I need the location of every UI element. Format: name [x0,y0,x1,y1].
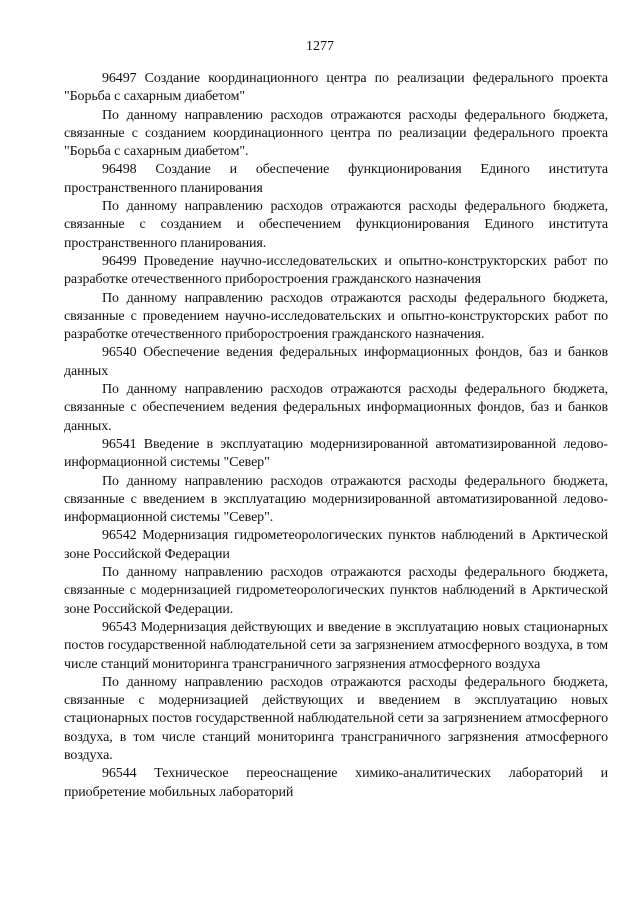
paragraph-96541-heading: 96541 Введение в эксплуатацию модернизированной автоматизированной ледово-информационной системы "Север" [64,436,608,471]
paragraph-96542-heading: 96542 Модернизация гидрометеорологических пунктов наблюдений в Арктической зоне Российской Федерации [64,528,608,562]
paragraph-96543-description: По данному направлению расходов отражаются расходы федерального бюджета, связанные с модернизацией действующих и введением в эксплуатацию новых стационарных постов государственной наблюдательной сети за загрязнением атмосферного воздуха, в том числе станций мониторинга трансграничного загрязнения атмосферного воздуха. [64,674,608,763]
page-number: 1277 [306,39,334,54]
paragraph-96497-description: По данному направлению расходов отражаются расходы федерального бюджета, связанные с созданием координационного центра по реализации федерального проекта "Борьба с сахарным диабетом". [64,107,608,160]
paragraph-96541-description: По данному направлению расходов отражаются расходы федерального бюджета, связанные с введением в эксплуатацию модернизированной автоматизированной ледово-информационной системы "Север". [64,473,608,526]
paragraph-96499-heading: 96499 Проведение научно-исследовательских и опытно-конструкторских работ по разработке отечественного приборостроения гражданского назначения [64,253,608,288]
document-body [64,70,608,802]
paragraph-96544-heading: 96544 Техническое переоснащение химико-аналитических лабораторий и приобретение мобильных лабораторий [64,766,608,800]
paragraph-96540-description: По данному направлению расходов отражаются расходы федерального бюджета, связанные с обеспечением ведения федеральных информационных фондов, баз и банков данных. [64,382,608,434]
paragraph-96498-description: По данному направлению расходов отражаются расходы федерального бюджета, связанные с созданием и обеспечением функционирования Единого института пространственного планирования. [64,199,608,251]
paragraph-96543-heading: 96543 Модернизация действующих и введение в эксплуатацию новых стационарных постов государственной наблюдательной сети за загрязнением атмосферного воздуха, в том числе станций мониторинга трансграничного загрязнения атмосферного воздуха [64,619,608,672]
paragraph-96498-heading: 96498 Создание и обеспечение функционирования Единого института пространственного планирования [64,162,608,196]
paragraph-96542-description: По данному направлению расходов отражаются расходы федерального бюджета, связанные с модернизацией гидрометеорологических пунктов наблюдений в Арктической зоне Российской Федерации. [64,565,608,617]
paragraph-96540-heading: 96540 Обеспечение ведения федеральных информационных фондов, баз и банков данных [64,345,608,379]
paragraph-96497-heading: 96497 Создание координационного центра по реализации федерального проекта "Борьба с сахарным диабетом" [64,71,608,105]
paragraph-96499-description: По данному направлению расходов отражаются расходы федерального бюджета, связанные с проведением научно-исследовательских и опытно-конструкторских работ по разработке отечественного приборостроения гражданского назначения. [64,290,608,343]
